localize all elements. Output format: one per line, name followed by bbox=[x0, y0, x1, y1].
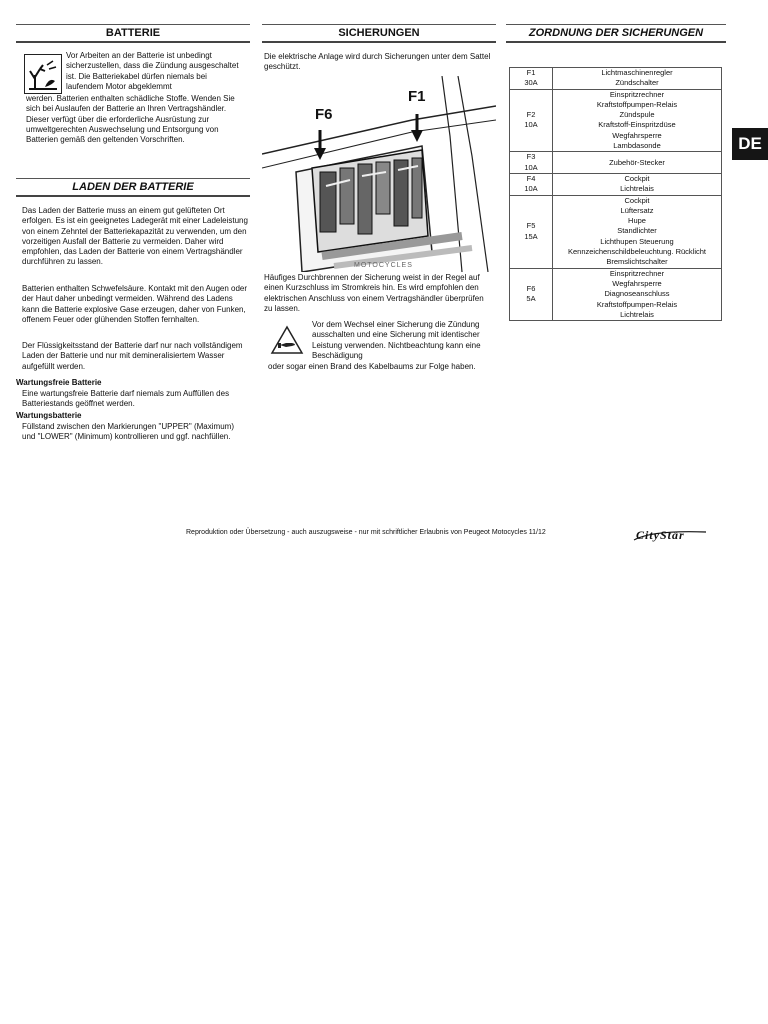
fuse-circuit-item: Wegfahrsperre bbox=[612, 130, 662, 140]
fuse-amperage: 15A bbox=[524, 231, 538, 241]
fuse-circuits-cell bbox=[553, 152, 722, 174]
fuse-circuit-item: Diagnoseanschluss bbox=[604, 289, 670, 299]
fuse-circuit-item: Cockpit bbox=[624, 173, 650, 183]
fuse-circuits-cell bbox=[553, 173, 722, 195]
fuse-circuits-cell bbox=[553, 89, 722, 152]
fuse-circuit-item: Lichtrelais bbox=[620, 309, 654, 319]
fuse-circuit-item: Zündspule bbox=[619, 110, 655, 120]
fuse-amperage: 5A bbox=[526, 294, 536, 304]
fuse-circuit-item: Kraftstoffpumpen-Relais bbox=[596, 299, 678, 309]
fuse-amperage: 10A bbox=[524, 162, 538, 172]
language-tab-de: DE bbox=[732, 128, 768, 160]
fuse-number: F2 bbox=[526, 110, 536, 120]
fuse-id-cell bbox=[510, 89, 553, 152]
fuse-circuit-item: Lichtmaschinenregler bbox=[601, 68, 673, 77]
charging-heading: LADEN DER BATTERIE bbox=[16, 178, 250, 197]
fuse-circuit-item: Cockpit bbox=[624, 195, 650, 205]
fuse-circuits-cell bbox=[553, 268, 722, 320]
fuse-circuit-item: Lüftersatz bbox=[620, 205, 654, 215]
fuse-assignment-table bbox=[509, 67, 722, 321]
fuse-row-f2 bbox=[510, 89, 722, 152]
charging-paragraph-2: Batterien enthalten Schwefelsäure. Kontakt mit den Augen oder der Haut daher unbedingt vermeiden. Während des Ladens kann die Batterie explosive Gase erzeugen, daher von Funken, offenem Feuer oder glühenden Stoffen fernhalten. bbox=[22, 284, 248, 324]
assignment-heading: ZORDNUNG DER SICHERUNGEN bbox=[506, 24, 726, 43]
fuse-row-f3 bbox=[510, 152, 722, 174]
fuse-id-cell bbox=[510, 152, 553, 174]
fuse-circuit-item: Zubehör-Stecker bbox=[609, 157, 665, 167]
fuse-amperage: 30A bbox=[524, 78, 538, 88]
citystar-logo bbox=[632, 526, 708, 547]
fuses-warning-rest: oder sogar einen Brand des Kabelbaums zur Folge haben. bbox=[268, 362, 476, 371]
fuse-circuit-item: Einspritzrechner bbox=[609, 268, 665, 278]
battery-intro-wrap: Vor Arbeiten an der Batterie ist unbedingt sicherzustellen, dass die Zündung ausgeschaltet ist. Die Batteriekabel dürfen niemals bei laufendem Motor abgeklemmt bbox=[66, 51, 239, 91]
fuse-circuit-item: Hupe bbox=[628, 216, 646, 226]
fuse-label-f1: F1 bbox=[408, 88, 426, 105]
fuse-row-f5 bbox=[510, 195, 722, 268]
fuse-circuit-item: Wegfahrsperre bbox=[612, 278, 662, 288]
fuse-circuit-item: Kennzeichenschildbeleuchtung. Rücklicht bbox=[567, 247, 706, 257]
fuse-row-f6 bbox=[510, 268, 722, 320]
fuses-intro: Die elektrische Anlage wird durch Sicherungen unter dem Sattel geschützt. bbox=[264, 52, 491, 72]
maintenance-free-text: Eine wartungsfreie Batterie darf niemals zum Auffüllen des Batteriestands geöffnet werden. bbox=[22, 389, 230, 409]
fuse-number: F4 bbox=[526, 173, 536, 183]
fuse-circuit-item: Lichthupen Steuerung bbox=[600, 236, 674, 246]
fuse-circuit-item: Kraftstoff-Einspritzdüse bbox=[598, 120, 676, 130]
fuse-number: F1 bbox=[526, 68, 536, 77]
recycle-hazard-icon bbox=[24, 54, 62, 94]
fuse-circuit-item: Kraftstoffpumpen-Relais bbox=[596, 99, 678, 109]
fuse-circuits-cell bbox=[553, 68, 722, 90]
maintenance-free-title: Wartungsfreie Batterie bbox=[16, 378, 102, 387]
fuses-heading: SICHERUNGEN bbox=[262, 24, 496, 43]
fuse-number: F5 bbox=[526, 221, 536, 231]
maintenance-battery-text: Füllstand zwischen den Markierungen "UPPER" (Maximum) und "LOWER" (Minimum) kontrollieren und ggf. nachfüllen. bbox=[22, 422, 234, 442]
warning-hand-icon bbox=[270, 325, 304, 355]
fuse-amperage: 10A bbox=[524, 120, 538, 130]
fuse-row-f1 bbox=[510, 68, 722, 90]
svg-text:CityStär: CityStär bbox=[636, 528, 685, 542]
fuse-amperage: 10A bbox=[524, 184, 538, 194]
fuse-id-cell bbox=[510, 68, 553, 90]
fuse-circuit-item: Lambdasonde bbox=[613, 141, 661, 151]
fuses-paragraph-1: Häufiges Durchbrennen der Sicherung weist in der Regel auf einen Kurzschluss im Stromkreis hin. Es wird empfohlen den elektrischen Anschluss von einem Vertragshändler überprüfen zu lassen. bbox=[264, 273, 484, 313]
fuse-circuit-item: Standlichter bbox=[617, 226, 657, 236]
fuse-id-cell bbox=[510, 195, 553, 268]
fuse-circuit-item: Einspritzrechner bbox=[609, 89, 665, 99]
charging-paragraph-3: Der Flüssigkeitsstand der Batterie darf nur nach vollständigem Laden der Batterie und nur mit demineralisiertem Wasser aufgefüllt werden. bbox=[22, 341, 243, 371]
fuse-circuits-cell bbox=[553, 195, 722, 268]
fuse-label-f6: F6 bbox=[315, 106, 333, 123]
battery-heading: BATTERIE bbox=[16, 24, 250, 43]
fuse-row-f4 bbox=[510, 173, 722, 195]
photo-embossed-text: MOTOCYCLES bbox=[354, 262, 413, 269]
fuse-circuit-item: Zündschalter bbox=[615, 78, 659, 88]
battery-intro-rest: werden. Batterien enthalten schädliche Stoffe. Wenden Sie sich bei Auslaufen der Batterie an Ihren Vertragshändler. Dieser verfügt über die erforderliche Ausrüstung zur umweltgerechten Auswechselung und Entsorgung von Batterien gemäß den geltenden Vorschriften. bbox=[26, 94, 235, 145]
fuse-id-cell bbox=[510, 173, 553, 195]
fuse-number: F6 bbox=[526, 284, 536, 294]
fuse-id-cell bbox=[510, 268, 553, 320]
fuse-box-photo bbox=[262, 76, 496, 272]
footer-copyright: Reproduktion oder Übersetzung - auch auszugsweise - nur mit schriftlicher Erlaubnis von Peugeot Motocycles 11/12 bbox=[186, 529, 546, 536]
maintenance-battery-title: Wartungsbatterie bbox=[16, 411, 82, 420]
fuses-warning-wrap: Vor dem Wechsel einer Sicherung die Zündung ausschalten und eine Sicherung mit identischer Leistung verwenden. Nichtbeachtung kann eine Beschädigung bbox=[312, 320, 481, 360]
fuse-number: F3 bbox=[526, 152, 536, 162]
fuse-circuit-item: Bremslichtschalter bbox=[606, 257, 668, 267]
fuse-circuit-item: Lichtrelais bbox=[620, 184, 654, 194]
charging-paragraph-1: Das Laden der Batterie muss an einem gut gelüfteten Ort erfolgen. Es ist ein geeignetes Ladegerät mit einer Ladeleistung von einem Zehntel der Batteriekapazität zu verwenden, um den vorzeitigen Ausfall der Batterie zu vermeiden. Daher wird empfohlen, das Laden der Batterie von einem Vertragshändler durchführen zu lassen. bbox=[22, 206, 248, 267]
